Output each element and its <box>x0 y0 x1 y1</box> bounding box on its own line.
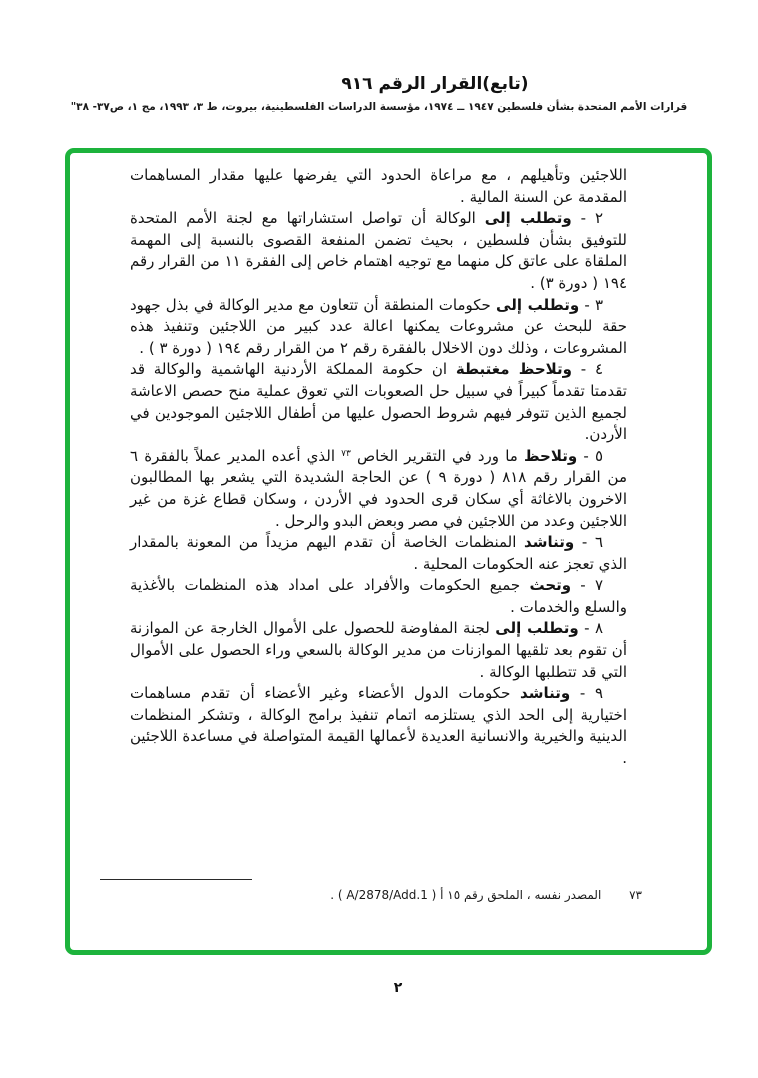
footnote-text: المصدر نفسه ، الملحق رقم ١٥ أ ( A/2878/Add.1 ) . <box>330 888 602 902</box>
paragraph <box>130 446 627 532</box>
text-run: وتناشد <box>520 684 571 703</box>
text-run: ٥ - <box>577 446 603 465</box>
text-run: وتطلب إلى <box>484 209 572 228</box>
footnote-area <box>130 879 642 904</box>
text-run: ٦ - <box>574 533 603 552</box>
paragraph <box>130 532 627 575</box>
paragraph <box>130 165 627 208</box>
paragraph <box>130 295 627 360</box>
paragraph <box>130 359 627 445</box>
text-run: وتلاحظ <box>523 446 578 465</box>
text-run: ان حكومة المملكة الأردنية الهاشمية والوكالة قد تقدمتا تقدماً كبيراً في سبيل حل الصعوبات التي تعوق عملية منح حصص الاعاشة لجميع الذين تتوفر فيهم شروط الحصول عليها من أطفال اللاجئين الموجودين في الأردن. <box>130 360 627 444</box>
text-run: ٤ - <box>571 360 603 379</box>
text-run: الذي أعده المدير عملاً بالفقرة ٦ من القرار رقم ٨١٨ ( دورة ٩ ) عن الحاجة الشديدة التي يشعر بها المطالبون الاخرون بالاغاثة أي سكان قرى الحدود في الأردن ، وسكان قطاع غزة من غير اللاجئين وعدد من اللاجئين في مصر وبعض البدو والرحل . <box>130 446 627 530</box>
text-run: وتناشد <box>524 533 575 552</box>
text-run: ٢ - <box>571 209 604 228</box>
paragraph <box>130 683 627 769</box>
text-run: ما ورد في التقرير الخاص <box>350 446 524 465</box>
annotation-border-box <box>65 148 712 955</box>
text-run: المنظمات الخاصة أن تقدم اليهم مزيداً من المعونة بالمقدار الذي تعجز عنه الحكومات المحلية . <box>130 533 627 573</box>
resolution-body <box>130 165 627 770</box>
text-run: اللاجئين وتأهيلهم ، مع مراعاة الحدود التي يفرضها عليها مقدار المساهمات المقدمة عن السنة المالية . <box>130 166 627 206</box>
text-run: حكومات المنطقة أن تتعاون مع مدير الوكالة في بذل جهود حقة للبحث عن مشروعات يمكنها اعالة عدد كبير من اللاجئين وتنفيذ هذه المشروعات ، وذلك دون الاخلال بالفقرة رقم ٢ من القرار رقم ١٩٤ ( دورة ٣ ) . <box>130 295 627 357</box>
text-run: وتطلب إلى <box>495 619 579 638</box>
paragraph <box>130 208 627 294</box>
text-run: حكومات الدول الأعضاء وغير الأعضاء أن تقدم مساهمات اختيارية إلى الحد الذي يستلزمه اتمام تنفيذ برامج الوكالة ، وتشكر المنظمات الدينية والخيرية والانسانية العديدة لأعمالها القيمة المتواصلة في مساعدة اللاجئين . <box>130 684 627 768</box>
text-run: ٨ - <box>578 619 603 638</box>
page-number: ٢ <box>393 980 403 996</box>
text-run: وتطلب إلى <box>496 295 580 314</box>
footnote-number: ٧٣ <box>629 888 642 902</box>
footnote-divider <box>100 879 252 880</box>
text-run: ٧ - <box>571 576 603 595</box>
paragraph <box>130 618 627 683</box>
text-run: وتحث <box>529 576 572 595</box>
paragraph <box>130 575 627 618</box>
text-run: ٩ - <box>570 684 603 703</box>
text-run: ٣ - <box>579 295 603 314</box>
text-run: الوكالة أن تواصل استشاراتها مع لجنة الأمم المتحدة للتوفيق بشأن فلسطين ، بحيث تضمن المنفعة القصوى بالنسبة إلى المهمة الملقاة على عاتق كل منهما مع توجيه اهتمام خاص إلى الفقرة ١١ من القرار رقم ١٩٤ ( دورة ٣) . <box>130 209 627 292</box>
text-run: جميع الحكومات والأفراد على امداد هذه المنظمات بالأغذية والسلع والخدمات . <box>130 576 627 616</box>
text-run: وتلاحظ مغتبطة <box>455 360 572 379</box>
footnote-line <box>130 887 642 904</box>
page-title: (تابع)القرار الرقم ٩١٦ <box>341 74 529 94</box>
source-citation: قرارات الأمم المتحدة بشأن فلسطين ١٩٤٧ ــ ١٩٧٤، مؤسسة الدراسات الفلسطينية، بيروت، ط ٣، ١٩٩٣، مج ١، ص٣٧- ٣٨" <box>70 101 688 113</box>
text-run: لجنة المفاوضة للحصول على الأموال الخارجة عن الموازنة أن تقوم بعد تلقيها الموازنات من مدير الوكالة بالسعي وراء الحصول على الأموال التي قد تتطلبها الوكالة . <box>130 619 627 681</box>
footnote-ref: ٧٣ <box>341 448 351 459</box>
